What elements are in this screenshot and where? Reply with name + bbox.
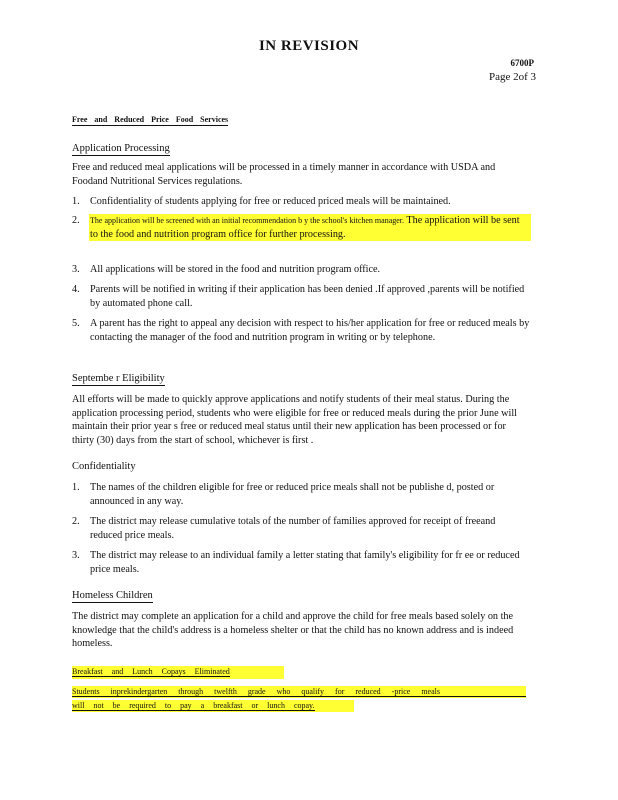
section-heading-confidentiality: Confidentiality bbox=[72, 461, 136, 472]
list-text-rest: The application will be sent to the food and nutrition program office for further processing. bbox=[90, 215, 520, 240]
document-number: 6700P bbox=[510, 58, 534, 68]
list-text: A parent has the right to appeal any decision with respect to his/her application for free or reduced meals by contacting the manager of the food and nutrition program in writing or by telephone. bbox=[90, 318, 530, 343]
list-number: 3. bbox=[72, 550, 80, 561]
list-text: Confidentiality of students applying for free or reduced priced meals will be maintained. bbox=[90, 196, 451, 207]
list-text: The district may release cumulative totals of the number of families approved for receipt of freeand reduced price meals. bbox=[90, 516, 496, 541]
copays-line-2: will not be required to pay a breakfast or lunch copay. bbox=[72, 701, 315, 710]
highlighted-text: The application will be screened with an initial recommendation b y the school's kitchen manager. bbox=[90, 216, 405, 225]
revision-title: IN REVISION bbox=[258, 38, 360, 54]
list-text: Parents will be notified in writing if their application has been denied .If approved ,parents will be notified by automated phone call. bbox=[90, 284, 525, 309]
list-number: 3. bbox=[72, 264, 80, 275]
list-text: All applications will be stored in the food and nutrition program office. bbox=[90, 264, 381, 275]
application-processing-intro: Free and reduced meal applications will be processed in a timely manner in accordance with USDA and Foodand Nutritional Services regulations. bbox=[72, 162, 496, 187]
page-number: Page 2of 3 bbox=[488, 71, 536, 83]
section-heading-copays: Breakfast and Lunch Copays Eliminated bbox=[72, 667, 230, 676]
list-number: 1. bbox=[72, 482, 80, 493]
list-text bbox=[90, 214, 530, 241]
homeless-children-text: The district may complete an application for a child and approve the child for free meals based solely on the knowledge that the child's address is a homeless shelter or that the child has no known address and is indeed homeless. bbox=[72, 611, 514, 649]
section-heading-application-processing: Application Processing bbox=[72, 143, 170, 154]
section-heading-homeless-children: Homeless Children bbox=[72, 590, 153, 601]
list-number: 5. bbox=[72, 318, 80, 329]
september-eligibility-text: All efforts will be made to quickly approve applications and notify students of their meal status. During the application processing period, students who were eligible for free or reduced meals during the prior June will maintain their prior year s free or reduced meal status until their new application has been processed or for thirty (30) days from the start of school, whichever is first . bbox=[72, 394, 518, 446]
list-number: 1. bbox=[72, 196, 80, 207]
list-text: The names of the children eligible for free or reduced price meals shall not be publishe d, posted or announced in any way. bbox=[90, 482, 495, 507]
list-number: 4. bbox=[72, 284, 80, 295]
section-heading-september-eligibility: Septembe r Eligibility bbox=[72, 373, 165, 384]
list-number: 2. bbox=[72, 516, 80, 527]
list-text: The district may release to an individual family a letter stating that family's eligibility for fr ee or reduced price meals. bbox=[90, 550, 520, 575]
list-number: 2. bbox=[72, 215, 80, 226]
copays-line-1: Students inprekindergarten through twelfth grade who qualify for reduced -price meals bbox=[72, 687, 526, 697]
policy-title: Free and Reduced Price Food Services bbox=[72, 115, 229, 124]
